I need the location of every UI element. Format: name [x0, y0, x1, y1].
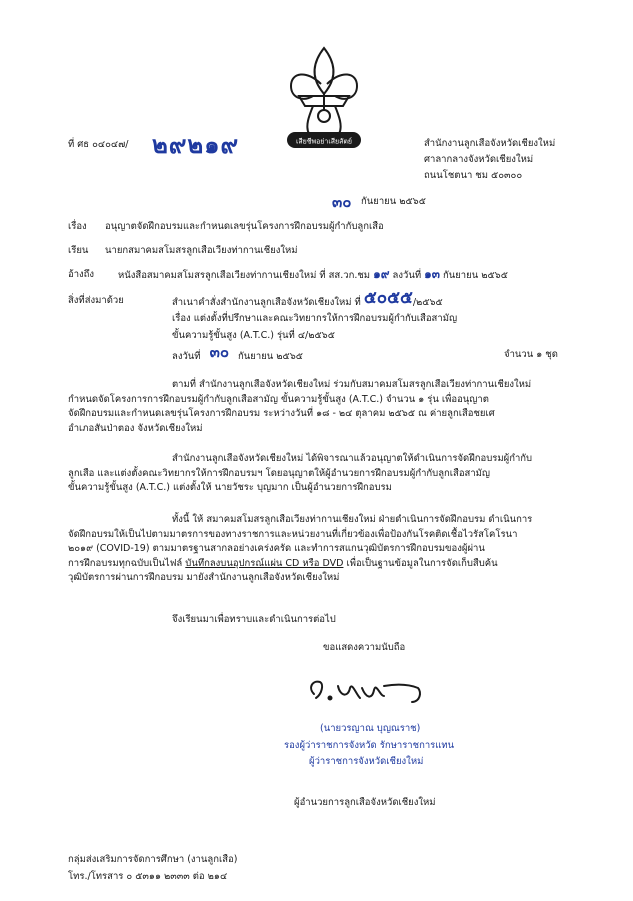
- signatory-name: (นายวรญาณ บุญณราช): [320, 723, 421, 734]
- subject-text: อนุญาตจัดฝึกอบรมและกำหนดเลขรุ่นโครงการฝึกอบรมผู้กำกับลูกเสือ: [105, 221, 384, 232]
- office-location: ศาลากลางจังหวัดเชียงใหม่: [424, 154, 534, 165]
- enclosure-line1-suffix: /๒๕๖๕: [412, 297, 443, 308]
- body-paragraph-3: [68, 513, 568, 586]
- salutation: ขอแสดงความนับถือ: [323, 642, 406, 653]
- recipient-text: นายกสมาคมสโมสรลูกเสือเวียงท่ากานเชียงใหม่: [105, 245, 298, 256]
- cd-dvd-requirement: บันทึกลงบนอุปกรณ์แผ่น CD หรือ DVD: [185, 557, 344, 569]
- paragraph-line: ขั้นความรู้ขั้นสูง (A.T.C.) แต่งตั้งให้ นายวัชระ บุญมาก เป็นผู้อำนวยการฝึกอบรม: [68, 482, 392, 493]
- office-name: สำนักงานลูกเสือจังหวัดเชียงใหม่: [424, 138, 556, 149]
- paragraph-line: จัดฝึกอบรมให้เป็นไปตามมาตรการของทางราชการและหน่วยงานที่เกี่ยวข้องเพื่อป้องกันโรคติดเชื้อไวรัสโคโรนา: [68, 528, 518, 540]
- enclosure-line2: เรื่อง แต่งตั้งที่ปรึกษาและคณะวิทยากรให้การฝึกอบรมผู้กำกับเสือสามัญ: [172, 313, 458, 324]
- paragraph-line: ๒๐๑๙ (COVID-19) ตามมาตรฐานสากลอย่างเคร่งครัด และทำการสแกนวุฒิบัตรการฝึกอบรมของผู้ผ่าน: [68, 543, 485, 554]
- paragraph-line-before: การฝึกอบรมทุกฉบับเป็นไฟล์: [68, 557, 183, 569]
- date-month-year: กันยายน ๒๕๖๕: [361, 196, 426, 207]
- signatory-title-3: ผู้อำนวยการลูกเสือจังหวัดเชียงใหม่: [294, 797, 436, 808]
- body-paragraph-2: [68, 452, 568, 496]
- paragraph-line: ลูกเสือ และแต่งตั้งคณะวิทยากรให้การฝึกอบรมฯ โดยอนุญาตให้ผู้อำนวยการฝึกอบรมผู้กำกับลูกเสือสามัญ: [68, 467, 491, 479]
- reference-text-after: กันยายน ๒๕๖๕: [442, 270, 508, 281]
- reference-label: อ้างถึง: [68, 269, 95, 280]
- reference-text: [118, 268, 508, 282]
- reference-number-prefix: ที่ ศธ ๐๔๐๔๗/: [68, 139, 129, 150]
- enclosure-line4-suffix: กันยายน ๒๕๖๕: [238, 351, 303, 362]
- closing-request: จึงเรียนมาเพื่อทราบและดำเนินการต่อไป: [172, 614, 336, 625]
- reference-number-handwritten: ๒๙๒๑๙: [152, 130, 240, 159]
- paragraph-line: สำนักงานลูกเสือจังหวัดเชียงใหม่ ได้พิจารณาแล้วอนุญาตให้ดำเนินการจัดฝึกอบรมผู้กำกับ: [172, 453, 533, 464]
- paragraph-line: จัดฝึกอบรมและกำหนดเลขรุ่นโครงการฝึกอบรม ระหว่างวันที่ ๑๘ - ๒๔ ตุลาคม ๒๕๖๕ ณ ค่ายลูกเสือชยเศ: [68, 408, 495, 419]
- enclosure-quantity: จำนวน ๑ ชุด: [504, 349, 558, 360]
- scout-emblem-icon: [283, 44, 365, 162]
- date-day-handwritten: ๓๐: [332, 193, 352, 211]
- emblem-banner-text: เสียชีพอย่าเสียสัตย์: [295, 137, 353, 146]
- paragraph-line: กำหนดจัดโครงการการฝึกอบรมผู้กำกับลูกเสือสามัญ ขั้นความรู้ขั้นสูง (A.T.C.) จำนวน ๑ รุ่น เพื่ออนุญาต: [68, 393, 489, 405]
- enclosure-line3: ขั้นความรู้ขั้นสูง (A.T.C.) รุ่นที่ ๔/๒๕๖๕: [172, 330, 335, 341]
- paragraph-line: อำเภอสันป่าตอง จังหวัดเชียงใหม่: [68, 422, 203, 434]
- enclosure-line1-prefix: สำเนาคำสั่งสำนักงานลูกเสือจังหวัดเชียงใหม่ ที่: [172, 297, 361, 308]
- enclosure-line1: [172, 288, 443, 309]
- recipient-label: เรียน: [68, 245, 89, 256]
- subject-label: เรื่อง: [68, 221, 87, 232]
- enclosure-order-number-hw: ๕๐๕๕: [363, 288, 413, 308]
- reference-day-hw: ๑๓: [424, 267, 440, 281]
- reference-text-mid: ลงวันที่: [392, 270, 422, 281]
- reference-text-before: หนังสือสมาคมสโมสรลูกเสือเวียงท่ากานเชียงใหม่ ที่ สส.วก.ชม: [118, 270, 371, 281]
- reference-number-hw: ๑๙: [373, 267, 390, 281]
- enclosure-label: สิ่งที่ส่งมาด้วย: [68, 295, 124, 306]
- signatory-title-2: ผู้ว่าราชการจังหวัดเชียงใหม่: [309, 756, 424, 767]
- paragraph-line: วุฒิบัตรการผ่านการฝึกอบรม มายังสำนักงานลูกเสือจังหวัดเชียงใหม่: [68, 572, 340, 583]
- footer-department: กลุ่มส่งเสริมการจัดการศึกษา (งานลูกเสือ): [68, 854, 238, 865]
- office-road: ถนนโชตนา ชม ๕๐๓๐๐: [424, 170, 523, 181]
- enclosure-day-hw: ๓๐: [209, 343, 230, 361]
- paragraph-line: [68, 557, 568, 572]
- footer-phone: โทร./โทรสาร ๐ ๕๓๑๑ ๒๓๓๓ ต่อ ๒๑๔: [68, 871, 228, 882]
- paragraph-line-after: เพื่อเป็นฐานข้อมูลในการจัดเก็บสืบค้น: [346, 557, 498, 569]
- handwritten-signature-icon: [300, 672, 430, 712]
- enclosure-line4: [172, 343, 303, 363]
- paragraph-line: ทั้งนี้ ให้ สมาคมสโมสรลูกเสือเวียงท่ากานเชียงใหม่ ฝ่ายดำเนินการจัดฝึกอบรม ดำเนินการ: [172, 514, 533, 525]
- paragraph-line: ตามที่ สำนักงานลูกเสือจังหวัดเชียงใหม่ ร่วมกับสมาคมสโมสรลูกเสือเวียงท่ากานเชียงใหม่: [172, 379, 532, 390]
- body-paragraph-1: [68, 378, 568, 436]
- enclosure-line4-prefix: ลงวันที่: [172, 351, 201, 362]
- signatory-title-1: รองผู้ว่าราชการจังหวัด รักษาราชการแทน: [284, 740, 455, 751]
